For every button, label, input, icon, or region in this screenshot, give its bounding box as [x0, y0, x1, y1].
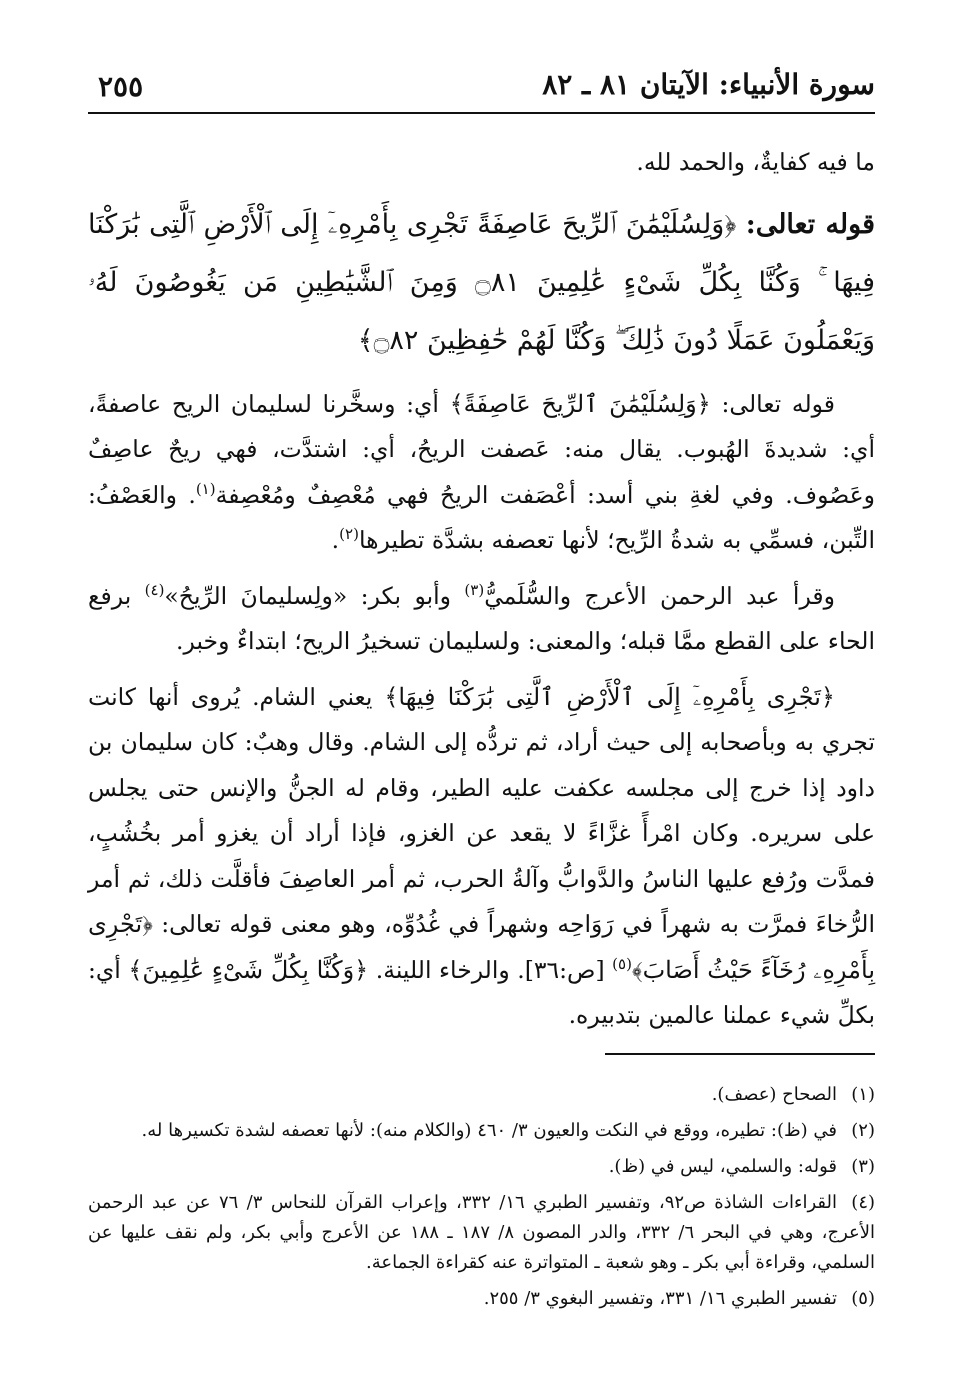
quran-quote: ﴿وَكُنَّا بِكُلِّ شَىْءٍ عَٰلِمِينَ﴾ [128, 955, 369, 984]
text-run: وأبو بكر: «ولِسليمانَ الرِّيحُ» [164, 581, 465, 610]
verse-text: ﴿وَلِسُلَيْمَٰنَ ٱلرِّيحَ عَاصِفَةً تَجْرِى بِأَمْرِهِۦٓ إِلَى ٱلْأَرْضِ ٱلَّتِى بَٰرَكْنَا فِيهَا ۚ وَكُنَّا بِكُلِّ شَىْءٍ عَٰلِمِينَ ۝٨١ وَمِنَ ٱلشَّيَٰطِينِ مَن يَغُوصُونَ لَهُۥ وَيَعْمَلُونَ عَمَلًا دُونَ ذَٰلِكَ ۖ وَكُنَّا لَهُمْ حَٰفِظِينَ ۝٨٢﴾ [88, 208, 875, 356]
text-run: . [331, 526, 340, 554]
footnote-ref-1: (١) [195, 479, 216, 498]
footnote-ref-2: (٢) [339, 525, 359, 544]
paragraph-3 [88, 675, 875, 1039]
text-run: برفع الحاء على القطع ممَّا قبله؛ والمعنى: ولسليمان تسخيرُ الريح؛ ابتداءٌ وخبر. [88, 581, 875, 655]
footnote-ref-4: (٤) [144, 580, 165, 599]
footnote-text: تفسير الطبري ١٦/ ٣٣١، وتفسير البغوي ٣/ ٢٥٥. [483, 1288, 837, 1309]
footnote-number: (٤) [851, 1192, 876, 1213]
footnotes [88, 1080, 875, 1320]
page-number: ٢٥٥ [98, 70, 144, 103]
footnote [88, 1116, 875, 1146]
quran-quote: ﴿تَجْرِى بِأَمْرِهِۦ رُخَآءً حَيْثُ أَصَابَ﴾ [88, 910, 875, 984]
main-text [88, 140, 875, 1049]
text-run: أي: بكلِّ شيء عملنا عالمين بتدبيره. [88, 955, 875, 1029]
paragraph-0: ما فيه كفايةٌ، والحمد لله. [636, 148, 875, 176]
verse-lead: قوله تعالى: [745, 208, 875, 240]
paragraph-2 [88, 574, 875, 665]
text-run: . والعَصْفُ: التِّبن، فسمِّي به شدةُ الرِّيح؛ لأنها تعصفه بشدَّة تطيرها [88, 480, 875, 554]
text-run: يعني الشام. يُروى أنها كانت تجري به وبأصحابه إلى حيث أراد، ثم تردُّه إلى الشام. وقال وهبٌ: كان سليمان بن داود إذا خرج إلى مجلسه عكفت عليه الطير، وقام له الجنُّ والإنس حتى يجلس على سريره. وكان امْرأً غزَّاءً لا يقعد عن الغزو، فإذا أراد أن يغزو أمر بخُشُبٍ، فمدَّت ورُفع عليها الناسُ والدَّوابُّ وآلةُ الحرب، ثم أمر العاصِفَ فأقلَّت ذلك، ثم أمر الرُّخاءَ فمرَّت به شهراً في رَوَاحِه وشهراً في غُدُوِّه، وهو معنى قوله تعالى: [88, 682, 875, 938]
page-header [88, 66, 875, 114]
text-run: قوله تعالى: [710, 389, 836, 418]
footnote-number: (١) [851, 1084, 875, 1105]
footnote [88, 1152, 875, 1182]
text-run: [ص:٣٦]. والرخاء اللينة. [368, 955, 613, 984]
footnote-number: (٣) [851, 1156, 875, 1177]
footnote [88, 1188, 875, 1278]
quran-quote: ﴿وَلِسُلَيْمَٰنَ ٱلرِّيحَ عَاصِفَةً﴾ [449, 389, 711, 418]
footnote [88, 1284, 875, 1314]
footnote-separator [605, 1053, 875, 1055]
footnote-text: في (ظ): تطيره، ووقع في النكت والعيون ٣/ ٤٦٠ (والكلام منه): لأنها تعصفه لشدة تكسيرها له. [141, 1120, 837, 1141]
footnote-text: الصحاح (عصف). [711, 1084, 837, 1105]
running-title: سورة الأنبياء: الآيتان ٨١ ـ ٨٢ [542, 68, 875, 101]
verse-block [88, 196, 875, 370]
footnote-text: قوله: والسلمي، ليس في (ظ). [608, 1156, 837, 1177]
footnote-ref-5: (٥) [612, 954, 632, 973]
footnote-ref-3: (٣) [464, 580, 485, 599]
footnote-text: القراءات الشاذة ص٩٢، وتفسير الطبري ١٦/ ٣٣٢، وإعراب القرآن للنحاس ٣/ ٧٦ عن عبد الرحمن الأعرج، وهي في البحر ٦/ ٣٣٢، والدر المصون ٨/ ١٨٧ ـ ١٨٨ عن الأعرج وأبي بكر، ولم نقف عليها عن السلمي، وقراءة أبي بكر ـ وهو شعبة ـ المتواترة عنه كقراءة الجماعة. [88, 1192, 876, 1273]
text-run: وقرأ عبد الرحمن الأعرج والسُّلَميُّ [484, 581, 835, 610]
footnote-number: (٥) [851, 1288, 875, 1309]
footnote [88, 1080, 875, 1110]
footnote-number: (٢) [851, 1120, 875, 1141]
text-run: أي: وسخَّرنا لسليمان الريح عاصفةً، أي: شديدةَ الهُبوب. يقال منه: عَصفت الريحُ، أي: اشتدَّت، فهي ريحٌ عاصِفٌ وعَصُوف. وفي لغةِ بني أسد: أعْصَفت الريحُ فهي مُعْصِفٌ ومُعْصِفة [88, 389, 875, 509]
quran-quote: ﴿تَجْرِى بِأَمْرِهِۦٓ إِلَى ٱلْأَرْضِ ٱلَّتِى بَٰرَكْنَا فِيهَا﴾ [384, 682, 835, 711]
paragraph-1 [88, 382, 875, 564]
